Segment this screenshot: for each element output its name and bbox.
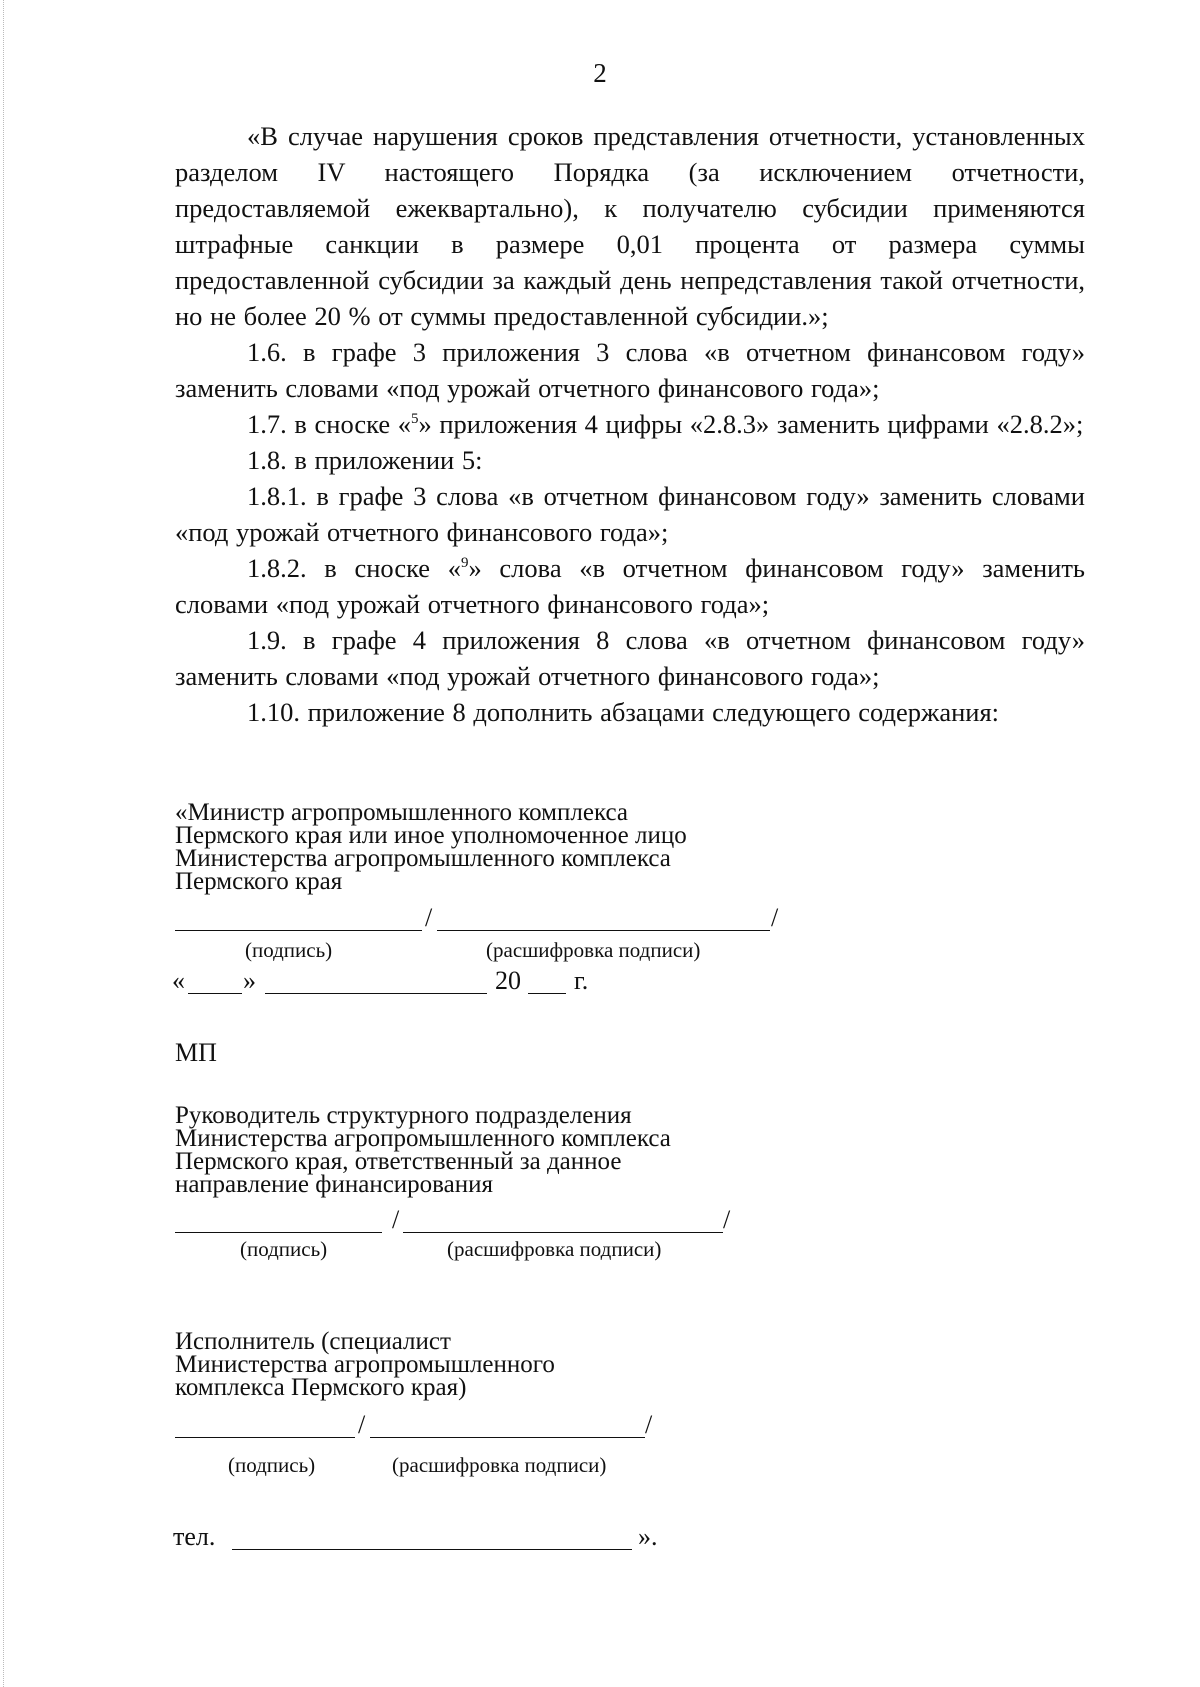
paragraph-1-9: 1.9. в графе 4 приложения 8 слова «в отчетном финансовом году» заменить словами «под урожай отчетного финансового года»; — [175, 625, 1085, 691]
executor-signature-caption: (подпись) — [228, 1453, 316, 1477]
minister-decoding-line[interactable] — [437, 930, 770, 931]
head-title: Руководитель структурного подразделения Министерства агропромышленного комплекса Пермского края, ответственный за данное направление финансирования — [175, 1102, 671, 1198]
head-decoding-line[interactable] — [403, 1232, 723, 1233]
phone-end-quote: ». — [638, 1522, 658, 1551]
paragraph-1-7-before: 1.7. в сноске « — [247, 409, 411, 439]
separator-slash: / — [771, 903, 779, 932]
footnote-ref-9: 9 — [461, 555, 469, 572]
executor-decoding-caption: (расшифровка подписи) — [392, 1453, 607, 1477]
paragraph-1-10: 1.10. приложение 8 дополнить абзацами следующего содержания: — [247, 697, 999, 727]
paragraph-1-7-after: » приложения 4 цифры «2.8.3» заменить цифрами «2.8.2»; — [418, 409, 1084, 439]
separator-slash: / — [723, 1205, 731, 1234]
paragraph-1-8-1: 1.8.1. в графе 3 слова «в отчетном финансовом году» заменить словами «под урожай отчетного финансового года»; — [175, 481, 1085, 547]
separator-slash: / — [392, 1205, 400, 1234]
executor-signature-line[interactable] — [175, 1437, 355, 1438]
date-year-line[interactable] — [528, 993, 566, 994]
separator-slash: / — [425, 903, 433, 932]
phone-label: тел. — [173, 1522, 216, 1551]
minister-signature-line[interactable] — [175, 930, 422, 931]
paragraph-1-8-2 — [175, 550, 1085, 622]
paragraph-1-8: 1.8. в приложении 5: — [247, 445, 483, 475]
date-open-quote: « — [172, 966, 185, 995]
amendment-text — [175, 118, 1085, 730]
minister-decoding-caption: (расшифровка подписи) — [486, 938, 701, 962]
date-year-suffix: г. — [574, 966, 589, 995]
paragraph-1-8-2-after: » слова «в отчетном финансовом году» заменить словами «под урожай отчетного финансового года»; — [175, 553, 1085, 619]
minister-signature-caption: (подпись) — [245, 938, 333, 962]
date-close-quote: » — [243, 966, 256, 995]
page-number: 2 — [593, 58, 607, 88]
stamp-place-label: МП — [175, 1038, 217, 1067]
head-signature-caption: (подпись) — [240, 1237, 328, 1261]
head-signature-line[interactable] — [175, 1232, 382, 1233]
paragraph-1-8-2-before: 1.8.2. в сноске « — [247, 553, 461, 583]
footnote-ref-5: 5 — [410, 411, 419, 428]
paragraph-1-7 — [175, 406, 1085, 442]
scan-edge — [3, 0, 4, 1687]
date-month-line[interactable] — [265, 993, 487, 994]
date-day-line[interactable] — [188, 993, 242, 994]
date-year-prefix: 20 — [495, 966, 521, 995]
executor-signature-block — [175, 1330, 555, 1399]
head-decoding-caption: (расшифровка подписи) — [447, 1237, 662, 1261]
paragraph-penalty: «В случае нарушения сроков представления отчетности, установленных разделом IV настоящего Порядка (за исключением отчетности, предоставляемой ежеквартально), к получателю субсидии применяются штрафные санкции в размере 0,01 процента от размера суммы предоставленной субсидии за каждый день непредставления такой отчетности, но не более 20 % от суммы предоставленной субсидии.»; — [175, 121, 1085, 331]
paragraph-1-6: 1.6. в графе 3 приложения 3 слова «в отчетном финансовом году» заменить словами «под урожай отчетного финансового года»; — [175, 337, 1085, 403]
executor-decoding-line[interactable] — [370, 1437, 645, 1438]
phone-line[interactable] — [232, 1549, 632, 1550]
minister-signature-block — [175, 801, 687, 893]
separator-slash: / — [645, 1410, 653, 1439]
minister-title: «Министр агропромышленного комплекса Пермского края или иное уполномоченное лицо Министерства агропромышленного комплекса Пермского края — [175, 799, 687, 895]
head-signature-block — [175, 1104, 671, 1196]
executor-title: Исполнитель (специалист Министерства агропромышленного комплекса Пермского края) — [175, 1328, 555, 1401]
separator-slash: / — [358, 1410, 366, 1439]
